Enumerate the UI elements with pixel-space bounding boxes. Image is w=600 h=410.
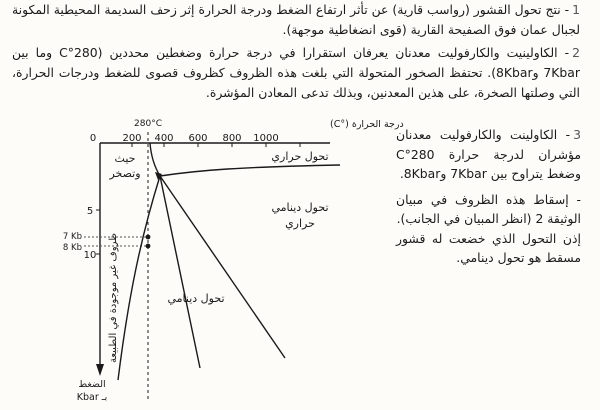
y-tick-label: 10 [83,250,97,261]
answer-item-3 [396,125,581,268]
pressure-axis-arrow [96,364,104,376]
metamorphism-diagram [0,119,404,410]
y-unit-label: بـ Kbar [76,392,108,403]
x-tick-label: 400 [154,133,174,144]
zone-diagenesis: حيث [114,152,136,165]
marker-8kb-label: 8 Kb [62,243,82,253]
zone-impossible: ظروف غير موجودة في الطبيعة [108,232,119,364]
item-number: 3 [573,127,581,142]
answer-item-2 [12,43,580,103]
answer-item-1 [12,0,580,40]
item-number: 2 [572,45,580,60]
indicator-point [146,235,151,240]
x-tick-label: 0 [89,133,97,144]
boundary-thermal [160,165,340,176]
zone-dynamic: تحول دينامي [167,292,225,305]
x-tick-label: 600 [188,133,208,144]
zone-diagenesis: وتصخر [109,167,141,180]
zone-thermal: تحول حراري [271,150,329,163]
item-number: 1 [572,2,580,17]
indicator-point [146,244,151,249]
item-text: - الكاولينت والكارفوليت معدنان مؤشران لدرجة حرارة 280°C وضغط يتراوح بين 7Kbar و8Kbar. [396,127,581,181]
item-text: - الكاولينيت والكارفوليت معدنان يعرفان استقرارا في درجة حرارة وضغطين محددين (280°C وما بين 7Kbar و8Kbar). تحتفظ الصخور المتحولة التي بلغت هذه الظروف كظروف قصوى للضغط ودرجات الحرارة، التي وصلتها الصخرة، على هذين المعدنين، وبذلك تدعى المعادن المؤشرة. [12,45,580,100]
item-subtext-1: - إسقاط هذه الظروف في مبيان الوثيقة 2 (انظر المبيان في الجانب). [396,191,581,226]
item-text: - نتج تحول القشور (رواسب قارية) عن تأثر ارتفاع الضغط ودرجة الحرارة إثر زحف السديمة المحيطية المكونة لجبال عمان فوق الصفيحة القارية (قوى انضغاطية موجهة). [12,2,580,37]
marker-7kb-label: 7 Kb [62,232,82,242]
x-axis-label: درجة الحرارة (°C) [330,119,404,130]
boundary-diagenesis [150,143,160,176]
x-tick-label: 1000 [253,133,279,144]
zone-dynamic-thermal: تحول دينامي [271,201,329,214]
item-subtext-2: إذن التحول الذي خضعت له قشور مسقط هو تحول دينامي. [396,230,581,265]
x-tick-label: 800 [222,133,242,144]
boundary-impossible [118,176,160,380]
y-axis-label: الضغط [78,379,106,390]
x-tick-label: 200 [122,133,142,144]
marker-temperature-label: 280°C [134,119,162,129]
zone-dynamic-thermal: حراري [285,217,315,230]
y-tick-label: 5 [86,206,94,217]
